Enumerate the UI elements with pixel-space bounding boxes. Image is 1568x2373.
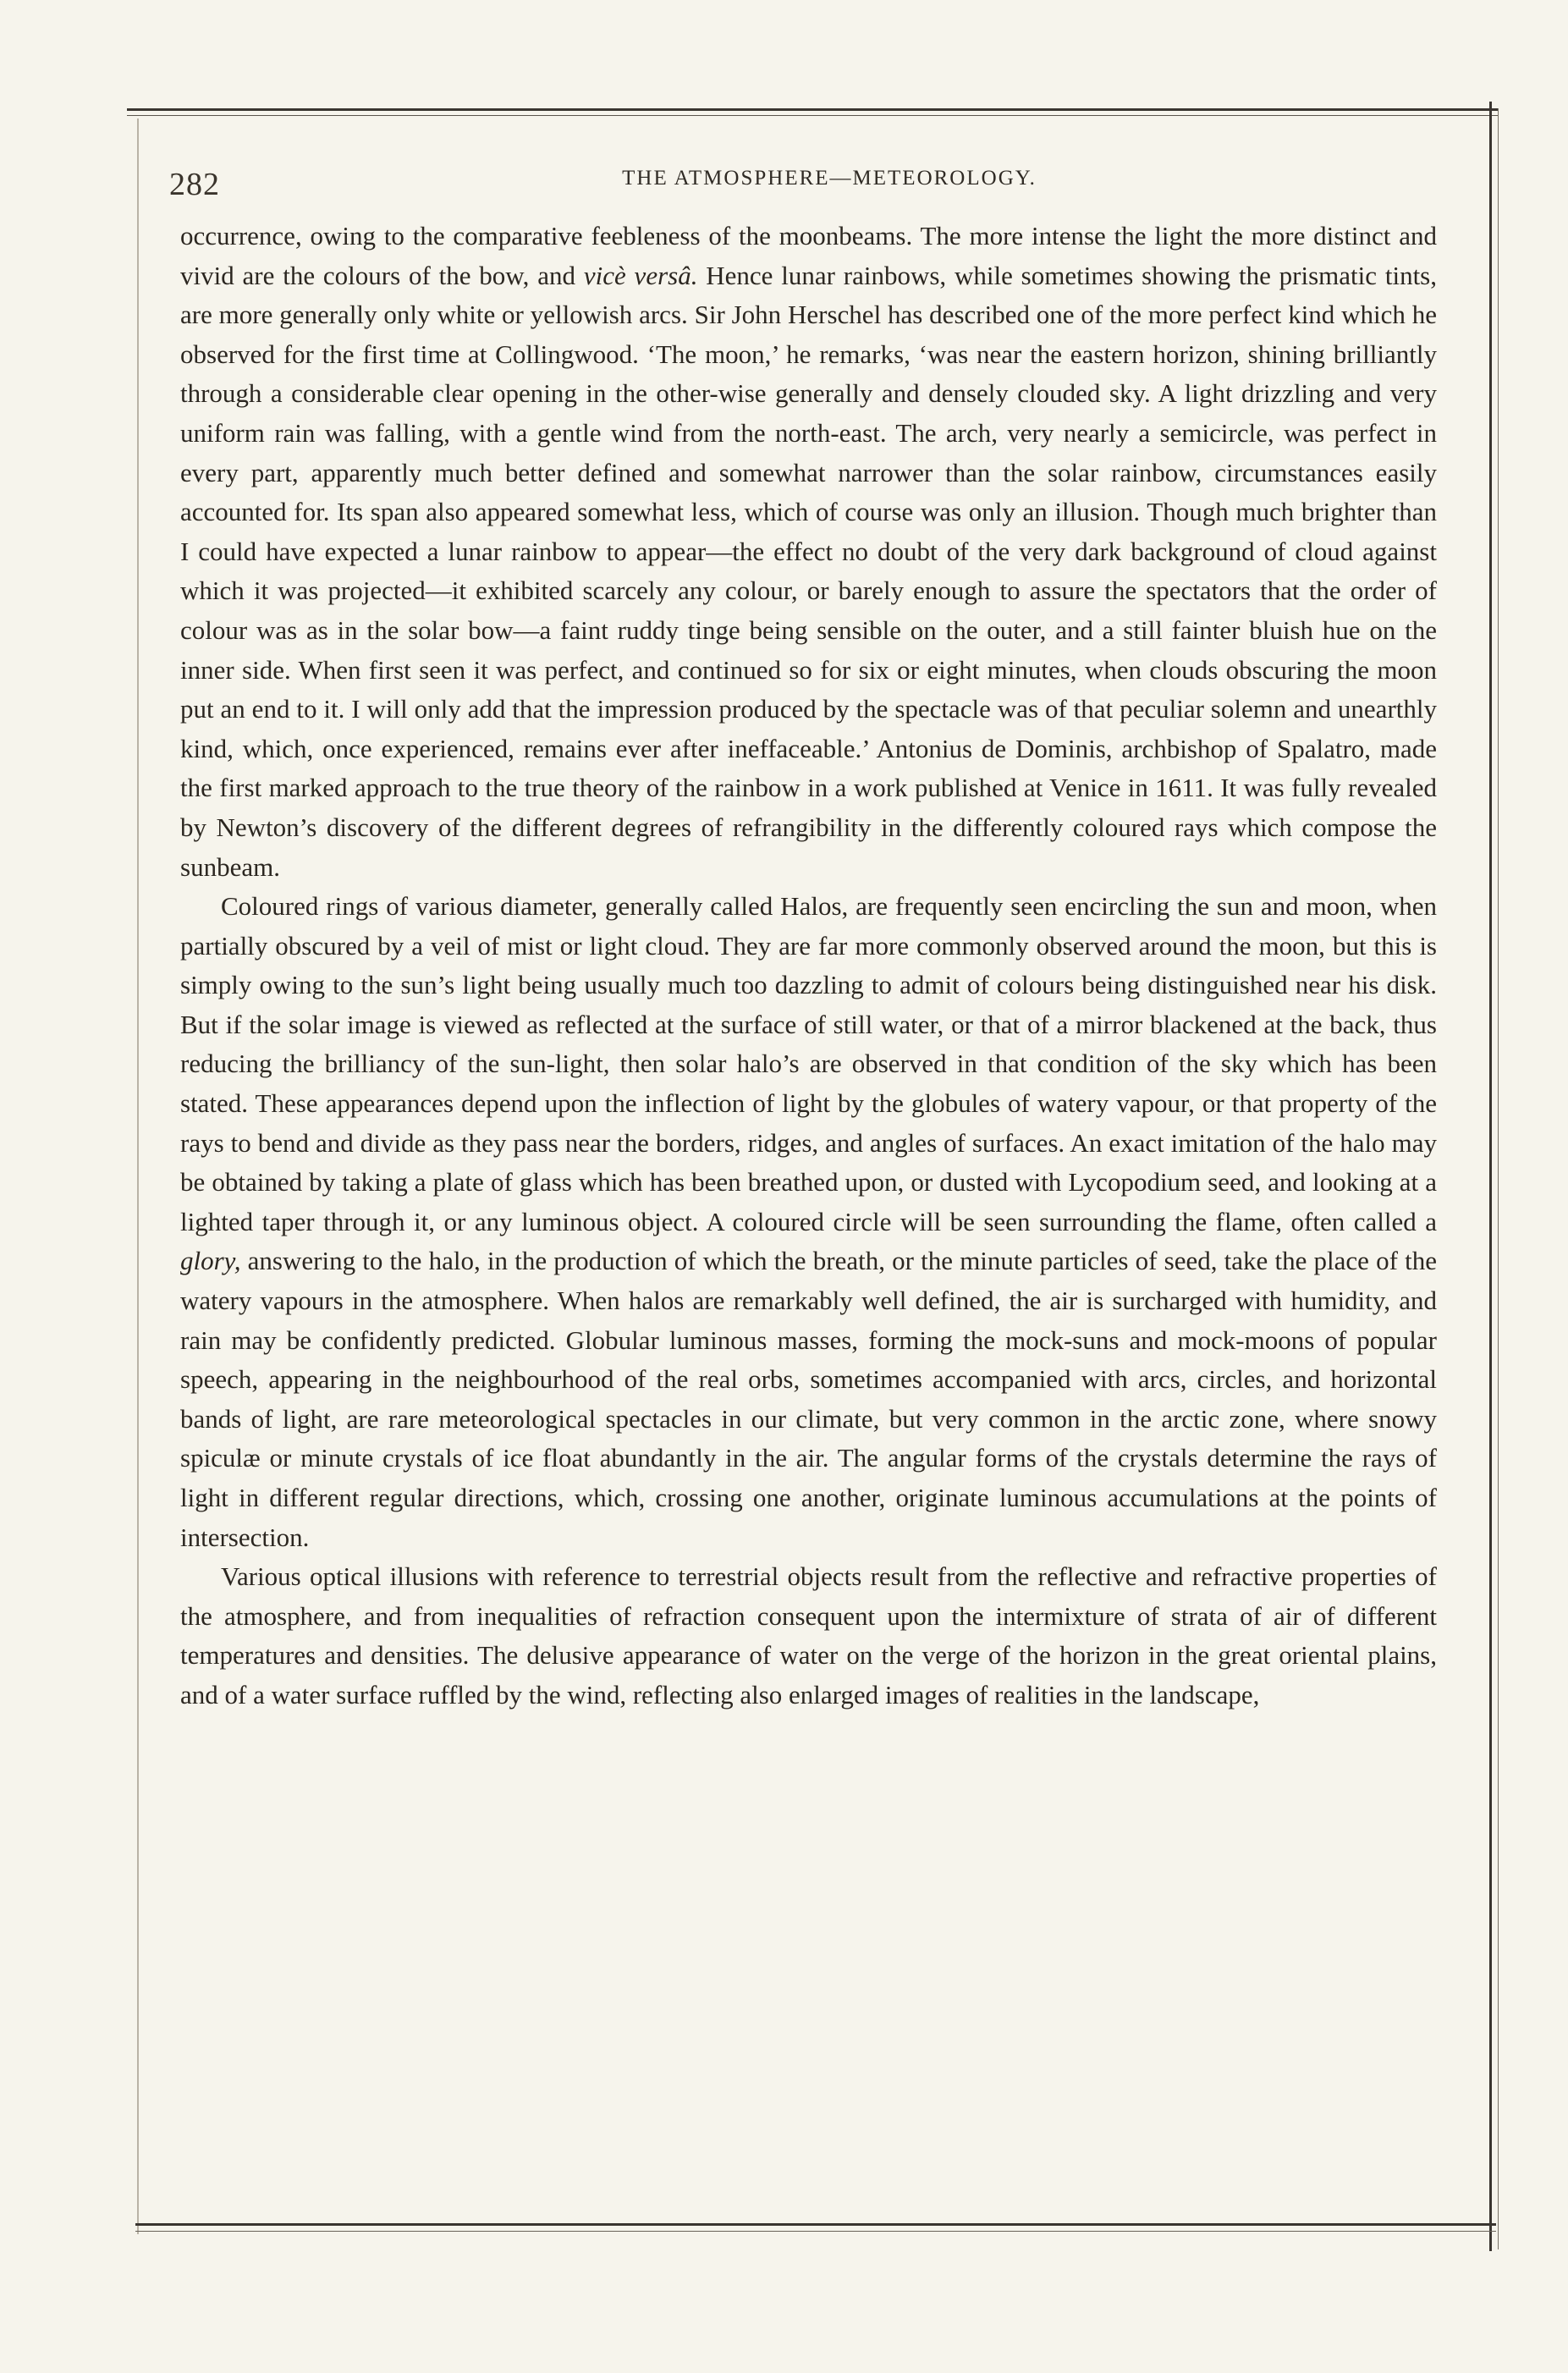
- top-rule-thin: [127, 115, 1498, 116]
- bottom-rule: [135, 2223, 1496, 2226]
- paragraph-halos: [180, 887, 1437, 1557]
- running-head: THE ATMOSPHERE—METEOROLOGY.: [622, 167, 1037, 190]
- paragraph-text: Coloured rings of various diameter, generally called Halos, are frequently seen encircling the sun and moon, when partially obscured by a veil of mist or light cloud. They are far more commonly observed around the moon, but this is simply owing to the sun’s light being usually much too dazzling to admit of colours being distinguished near his disk. But if the solar image is viewed as reflected at the surface of still water, or that of a mirror blackened at the back, thus reducing the brilliancy of the sun-light, then solar halo’s are observed in that condition of the sky which has been stated. These appearances depend upon the inflection of light by the globules of watery vapour, or that property of the rays to bend and divide as they pass near the borders, ridges, and angles of surfaces. An exact imitation of the halo may be obtained by taking a plate of glass which has been breathed upon, or dusted with Lycopodium seed, and looking at a lighted taper through it, or any luminous object. A coloured circle will be seen surrounding the flame, often called a: [180, 891, 1437, 1236]
- paragraph-text: Hence lunar rainbows, while sometimes showing the prismatic tints, are more generally only white or yellowish arcs. Sir John Herschel has described one of the more perfect kind which he observed for the first time at Collingwood. ‘The moon,’ he remarks, ‘was near the eastern horizon, shining brilliantly through a considerable clear opening in the other-wise generally and densely clouded sky. A light drizzling and very uniform rain was falling, with a gentle wind from the north-east. The arch, very nearly a semicircle, was perfect in every part, apparently much better defined and somewhat narrower than the solar rainbow, circumstances easily accounted for. Its span also appeared somewhat less, which of course was only an illusion. Though much brighter than I could have expected a lunar rainbow to appear—the effect no doubt of the very dark background of cloud against which it was projected—it exhibited scarcely any colour, or barely enough to assure the spectators that the order of colour was as in the solar bow—a faint ruddy tinge being sensible on the outer, and a still fainter bluish hue on the inner side. When first seen it was perfect, and continued so for six or eight minutes, when clouds obscuring the moon put an end to it. I will only add that the impression produced by the spectacle was of that peculiar solemn and unearthly kind, which, once experienced, remains ever after ineffaceable.’ Antonius de Dominis, archbishop of Spalatro, made the first marked approach to the true theory of the rainbow in a work published at Venice in 1611. It was fully revealed by Newton’s discovery of the different degrees of refrangibility in the differently coloured rays which compose the sunbeam.: [180, 260, 1437, 882]
- left-frame-line: [137, 118, 139, 2234]
- page-number: 282: [169, 167, 220, 202]
- paragraph-text: Various optical illusions with reference to terrestrial objects result from the reflective and refractive properties of the atmosphere, and from inequalities of refraction consequent upon the intermixture of strata of air of different temperatures and densities. The delusive appearance of water on the verge of the horizon in the great oriental plains, and of a water surface ruffled by the wind, reflecting also enlarged images of realities in the landscape,: [180, 1561, 1437, 1710]
- body-text: [180, 217, 1437, 1715]
- paragraph-optical-illusions: [180, 1557, 1437, 1715]
- paragraph-text: occurrence, owing to the comparative feebleness of the moonbeams. The more intense the light the more distinct and vivid are the colours of the bow, and: [180, 221, 1437, 290]
- top-rule: [127, 108, 1498, 111]
- bottom-rule-thin: [135, 2231, 1496, 2232]
- right-frame-line-inner: [1498, 108, 1499, 2249]
- italic-phrase: vicè versâ.: [583, 260, 698, 290]
- paragraph-lunar-rainbows: [180, 217, 1437, 887]
- italic-phrase: glory,: [180, 1246, 241, 1276]
- right-frame-line: [1489, 102, 1492, 2251]
- paragraph-text: answering to the halo, in the production of which the breath, or the minute particles of seed, take the place of the watery vapours in the atmosphere. When halos are remarkably well defined, the air is surcharged with humidity, and rain may be confidently predicted. Globular luminous masses, forming the mock-suns and mock-moons of popular speech, appearing in the neighbourhood of the real orbs, sometimes accompanied with arcs, circles, and horizontal bands of light, are rare meteorological spectacles in our climate, but very common in the arctic zone, where snowy spiculæ or minute crystals of ice float abundantly in the air. The angular forms of the crystals determine the rays of light in different regular directions, which, crossing one another, originate luminous accumulations at the points of intersection.: [180, 1246, 1437, 1552]
